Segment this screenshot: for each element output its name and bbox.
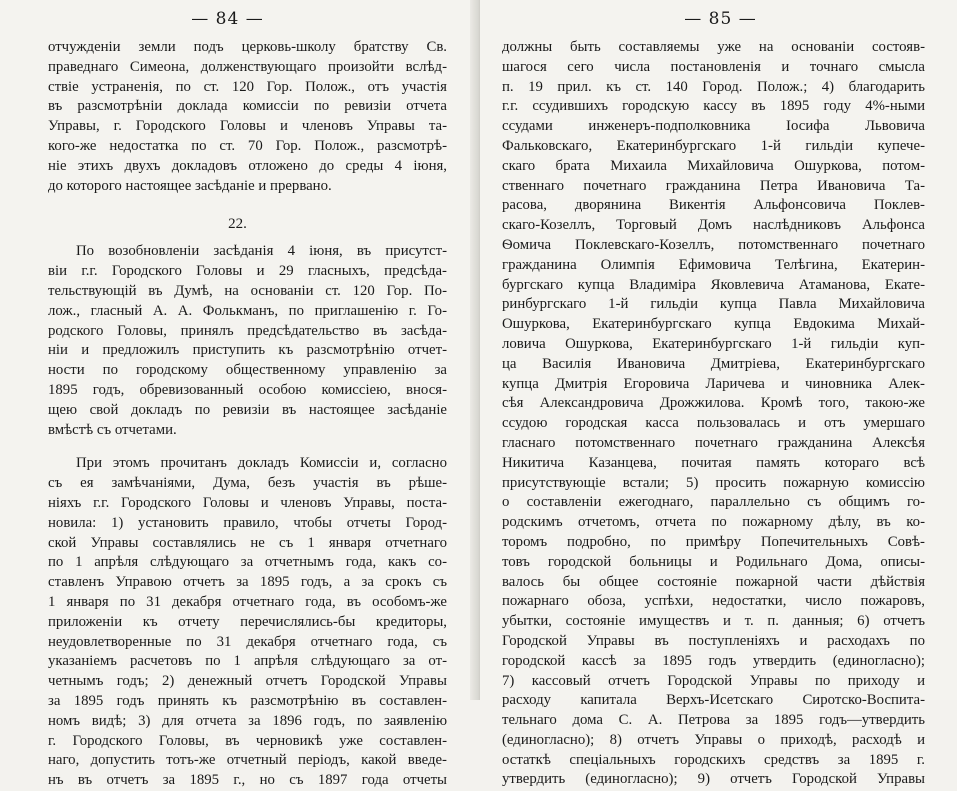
text-line: остаткѣ спеціальныхъ городскихъ средствъ за 1895 г. — [502, 751, 925, 768]
text-line: въ разсмотрѣніи доклада комиссіи по ревизіи отчета — [48, 98, 447, 115]
text-line: товъ городской больницы и Родильнаго Дома, описы- — [502, 553, 925, 570]
text-line: г.г. ссудившихъ городскую кассу въ 1895 году 4%-ными — [502, 98, 925, 115]
text-block — [502, 38, 925, 790]
page-number: — 84 — — [191, 9, 264, 29]
text-line: Никитича Казанцева, почитая память котораго всѣ — [502, 454, 925, 471]
right-page — [480, 0, 957, 788]
text-line: валось бы общее состояніе пожарной части дѣйствія — [502, 573, 925, 590]
text-line: городской кассѣ за 1895 годъ утвердить (единогласно); — [502, 652, 925, 669]
text-line: расова, дворянина Викентія Альфонсовича Поклев- — [502, 197, 925, 214]
text-line: тельнаго дома С. А. Петрова за 1895 годъ—утвердить — [502, 712, 925, 729]
text-line: пожарнаго обоза, успѣхи, недостатки, число пожаровъ, — [502, 593, 925, 610]
text-line: скаго-Козеллъ, Торговый Домъ наслѣдниковъ Альфонса — [502, 217, 925, 234]
text-line: утвердить (единогласно); 9) отчетъ Городской Управы — [502, 771, 925, 788]
text-line: 7) кассовый отчетъ Городской Управы по приходу и — [502, 672, 925, 689]
text-line: должны быть составляемы уже на основаніи состояв- — [502, 39, 925, 55]
text-line: лож., гласный А. А. Фолькманъ, по приглашенію г. Го- — [48, 302, 447, 319]
text-line: нъ въ отчетъ за 1895 г., но съ 1897 года отчеты — [48, 772, 447, 789]
text-line: ніи и предложилъ приступить къ разсмотрѣнію отчет- — [48, 342, 447, 359]
text-line: щею свой докладъ по ревизіи въ настоящее засѣданіе — [48, 401, 447, 418]
text-line: Ошуркова, Екатеринбургскаго купца Евдокима Михай- — [502, 316, 925, 333]
text-line: Управы, г. Городского Головы и членовъ Управы та- — [48, 118, 447, 135]
text-line: присутствующіе встали; 5) просить пожарную комиссію — [502, 474, 925, 491]
text-line: ской Управы составлялись не съ 1 января отчетнаго — [48, 534, 447, 551]
text-line: Городской Управы въ поступленіяхъ и расходахъ по — [502, 632, 925, 649]
text-line: Фальковскаго, Екатеринбургскаго 1-й гильдіи купече- — [502, 137, 925, 154]
text-line: гласнаго потомственнаго почетнаго гражданина Алексѣя — [502, 434, 925, 451]
text-line: до которого настоящее засѣданіе и прервано. — [48, 177, 332, 194]
text-line: отчужденіи земли подъ церковь-школу братству Св. — [48, 39, 447, 55]
text-line: родскимъ отчетомъ, отчета по пожарному дѣлу, въ ко- — [502, 514, 925, 531]
text-line: 1895 годъ, обревизованный особою комиссіею, внося- — [48, 381, 447, 398]
text-line: скаго брата Михаила Михайловича Ошуркова, потом- — [502, 157, 925, 174]
text-line: По возобновленіи засѣданія 4 іюня, въ присутст- — [76, 243, 447, 260]
text-line: (единогласно); 8) отчетъ Управы о приходѣ, расходѣ и — [502, 731, 925, 748]
text-line: праведнаго Симеона, долженствующаго произойти вслѣд- — [48, 58, 447, 75]
text-line: новила: 1) установить правило, чтобы отчеты Город- — [48, 514, 447, 531]
text-line: купца Дмитрія Егоровича Ларичева и чиновника Алек- — [502, 375, 925, 392]
text-line: убытки, состояніе имуществъ и т. п. данныя; 6) отчетъ — [502, 613, 925, 630]
section-number: 22. — [228, 216, 247, 233]
text-line: Ѳомича Поклевскаго-Козеллъ, потомственнаго почетнаго — [502, 236, 925, 253]
text-line: тельствующій въ Думѣ, на основаніи ст. 120 Гор. По- — [48, 282, 447, 299]
text-line: шагося сего числа постановленія и точнаго смысла — [502, 58, 925, 75]
text-line: ствіе устраненія, по ст. 120 Гор. Полож., отъ участія — [48, 78, 447, 95]
text-line: ловича Ошуркова, Екатеринбургскаго 1-й гильдіи куп- — [502, 335, 925, 352]
text-line: г. Городского Головы, въ черновикѣ уже составлен- — [48, 732, 447, 749]
text-line: съ ея замѣчаніями, Дума, безъ участія въ рѣше- — [48, 475, 447, 492]
text-line: кого-же недостатка по ст. 70 Гор. Полож., разсмотрѣ- — [48, 137, 447, 154]
text-line: ніяхъ г.г. Городского Головы и членовъ Управы, поста- — [48, 494, 447, 511]
text-line: ца Василія Ивановича Дмитріева, Екатеринбургскаго — [502, 355, 925, 372]
text-line: ставленъ Управою отчетъ за 1895 годъ, а за срокъ съ — [48, 574, 447, 591]
text-line: по 1 апрѣля слѣдующаго за отчетнымъ года, какъ со- — [48, 554, 447, 571]
text-line: гражданина Олимпія Ефимовича Телѣгина, Екатерин- — [502, 256, 925, 273]
text-line: бургскаго купца Владиміра Яковлевича Атаманова, Екате- — [502, 276, 925, 293]
text-line: При этомъ прочитанъ докладъ Комиссіи и, согласно — [76, 455, 447, 472]
text-line: 1 января по 31 декабря отчетнаго года, въ особомъ-же — [48, 593, 447, 610]
text-line: віи г.г. Городского Головы и 29 гласныхъ, предсѣда- — [48, 263, 447, 280]
text-line: вмѣстѣ съ отчетами. — [48, 421, 177, 438]
text-line: приложеніи къ отчету перечислялись-бы кредиторы, — [48, 613, 447, 630]
text-line: расходу капитала Верхъ-Исетскаго Сиротско-Воспита- — [502, 692, 925, 709]
text-line: ніе этихъ двухъ докладовъ отложено до среды 4 іюня, — [48, 157, 447, 174]
text-block — [48, 242, 447, 440]
text-line: ссудами инженеръ-подполковника Іосифа Львовича — [502, 118, 925, 135]
text-line: родского Головы, принялъ предсѣдательство въ засѣда- — [48, 322, 447, 339]
text-line: ственнаго почетнаго гражданина Петра Ивановича Та- — [502, 177, 925, 194]
text-line: сѣя Александровича Дрожжилова. Кромѣ того, такою-же — [502, 395, 925, 412]
page-number: — 85 — — [684, 9, 757, 29]
text-line: п. 19 прил. къ ст. 140 Город. Полож.; 4) благодарить — [502, 78, 925, 95]
text-line: наго, допустить тотъ-же отчетный періодъ, какой введе- — [48, 752, 447, 769]
left-page — [0, 0, 477, 789]
text-line: номъ видѣ; 3) для отчета за 1896 годъ, по заявленію — [48, 712, 447, 729]
text-block — [48, 454, 447, 791]
text-block — [48, 38, 447, 196]
text-line: четнымъ годъ; 2) денежный отчетъ Городской Управы — [48, 673, 447, 690]
text-line: ринбургскаго 1-й гильдіи купца Павла Михайловича — [502, 296, 925, 313]
text-line: торомъ подробно, по примѣру Попечительныхъ Совѣ- — [502, 533, 925, 550]
text-line: указаніемъ расчетовъ по 1 апрѣля слѣдующаго за от- — [48, 653, 447, 670]
text-line: ности по городскому общественному управленію за — [48, 362, 447, 379]
text-line: неудовлетворенные по 31 декабря отчетнаго года, съ — [48, 633, 447, 650]
text-line: за 1895 годъ принять къ разсмотрѣнію въ составлен- — [48, 692, 447, 709]
text-line: ссудою городская касса пользовалась и отъ умершаго — [502, 415, 925, 432]
text-line: о составленіи ежегоднаго, параллельно съ общимъ го- — [502, 494, 925, 511]
